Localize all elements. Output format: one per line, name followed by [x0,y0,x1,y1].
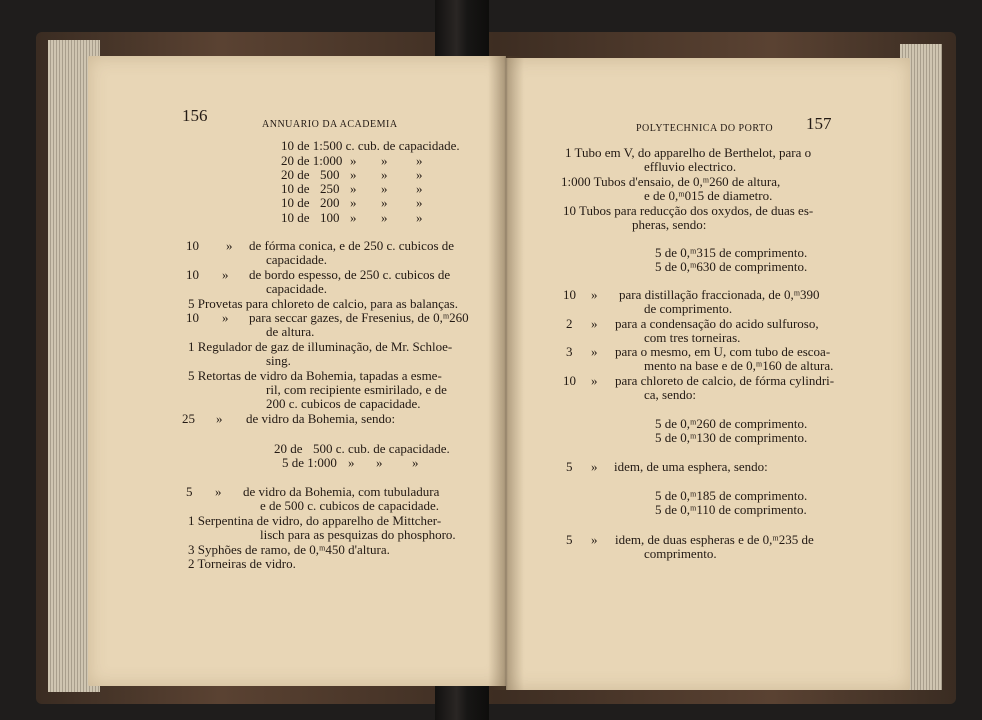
running-head-left: ANNUARIO DA ACADEMIA [262,119,398,130]
ditto-mark: » [350,153,357,168]
text-line: 25 [182,411,195,426]
ditto-mark: » [222,267,229,282]
text-line: para a condensação do acido sulfuroso, [615,316,819,331]
text-line: de altura. [266,324,315,339]
ditto-mark: » [416,167,423,182]
running-head-right: POLYTECHNICA DO PORTO [636,123,774,134]
ditto-mark: » [591,344,598,359]
ditto-mark: » [416,210,423,225]
text-line: 10 [186,310,199,325]
text-line: idem, de uma esphera, sendo: [614,459,768,474]
text-line: 1:000 Tubos d'ensaio, de 0,ᵐ260 de altura, [561,174,781,189]
text-line: 1 Tubo em V, do apparelho de Berthelot, para o [565,145,812,160]
ditto-mark: » [381,181,388,196]
text-line: 10 de [281,210,310,225]
ditto-mark: » [348,455,355,470]
text-line: de vidro da Bohemia, com tubuladura [243,484,440,499]
text-line: 10 [186,238,199,253]
text-line: capacidade. [266,281,327,296]
text-line: 10 de [281,181,310,196]
text-line: 20 de 1:000 [281,153,343,168]
text-line: 5 Provetas para chloreto de calcio, para as balanças. [188,296,458,311]
text-line: 500 [320,167,340,182]
text-line: de fórma conica, e de 250 c. cubicos de [249,238,455,253]
ditto-mark: » [416,195,423,210]
text-line: 10 de [281,195,310,210]
text-line: 2 [566,316,573,331]
text-line: 3 Syphões de ramo, de 0,ᵐ450 d'altura. [188,542,390,557]
book-gutter [488,56,524,690]
text-line: effluvio electrico. [644,159,737,174]
text-line: 5 Retortas de vidro da Bohemia, tapadas a esme- [188,368,442,383]
text-line: 5 de 0,ᵐ130 de comprimento. [655,430,808,445]
ditto-mark: » [222,310,229,325]
text-line: 5 de 0,ᵐ630 de comprimento. [655,259,808,274]
ditto-mark: » [381,153,388,168]
ditto-mark: » [381,167,388,182]
text-line: 250 [320,181,340,196]
text-line: 10 [563,373,576,388]
ditto-mark: » [381,195,388,210]
text-line: 10 [563,287,576,302]
text-line: 10 Tubos para reducção dos oxydos, de duas es- [563,203,814,218]
text-line: mento na base e de 0,ᵐ160 de altura. [644,358,834,373]
text-line: 5 [186,484,193,499]
text-line: pheras, sendo: [632,217,707,232]
text-line: 5 [566,459,573,474]
ditto-mark: » [215,484,222,499]
ditto-mark: » [416,181,423,196]
text-line: e de 500 c. cubicos de capacidade. [260,498,440,513]
ditto-mark: » [350,181,357,196]
text-line: de bordo espesso, de 250 c. cubicos de [249,267,451,282]
text-line: ca, sendo: [644,387,696,402]
text-line: 200 c. cubicos de capacidade. [266,396,421,411]
text-line: de comprimento. [644,301,733,316]
text-line: 5 de 1:000 [282,455,337,470]
ditto-mark: » [350,210,357,225]
page-number-left: 156 [182,106,208,125]
text-line: de vidro da Bohemia, sendo: [246,411,396,426]
ditto-mark: » [376,455,383,470]
text-line: 20 de [281,167,310,182]
text-line: 100 [320,210,340,225]
text-line: com tres torneiras. [644,330,741,345]
text-line: 20 de [274,441,303,456]
text-line: ril, com recipiente esmirilado, e de [266,382,447,397]
text-line: para distillação fraccionada, de 0,ᵐ390 [619,287,820,302]
text-line: 1 Serpentina de vidro, do apparelho de Mittcher- [188,513,442,528]
ditto-mark: » [591,532,598,547]
text-line: lisch para as pesquizas do phosphoro. [260,527,456,542]
text-line: sing. [266,353,291,368]
ditto-mark: » [591,373,598,388]
text-line: para o mesmo, em U, com tubo de escoa- [615,344,831,359]
ditto-mark: » [216,411,223,426]
text-line: 2 Torneiras de vidro. [188,556,296,571]
ditto-mark: » [350,195,357,210]
text-line: 5 de 0,ᵐ110 de comprimento. [655,502,807,517]
text-line: 5 de 0,ᵐ185 de comprimento. [655,488,808,503]
text-line: capacidade. [266,252,327,267]
text-line: comprimento. [644,546,717,561]
text-line: e de 0,ᵐ015 de diametro. [644,188,773,203]
text-line: para seccar gazes, de Fresenius, de 0,ᵐ260 [249,310,469,325]
text-line: 10 de 1:500 c. cub. de capacidade. [281,138,460,153]
text-line: 10 [186,267,199,282]
page-number-right: 157 [806,114,832,133]
text-line: 200 [320,195,340,210]
text-line: 5 de 0,ᵐ315 de comprimento. [655,245,808,260]
ditto-mark: » [591,287,598,302]
ditto-mark: » [350,167,357,182]
ditto-mark: » [591,459,598,474]
text-line: 1 Regulador de gaz de illuminação, de Mr. Schloe- [188,339,453,354]
ditto-mark: » [591,316,598,331]
ditto-mark: » [381,210,388,225]
text-line: idem, de duas espheras e de 0,ᵐ235 de [615,532,814,547]
text-line: 500 c. cub. de capacidade. [313,441,450,456]
ditto-mark: » [226,238,233,253]
text-line: para chloreto de calcio, de fórma cylindri- [615,373,835,388]
ditto-mark: » [412,455,419,470]
text-line: 5 de 0,ᵐ260 de comprimento. [655,416,808,431]
ditto-mark: » [416,153,423,168]
text-line: 5 [566,532,573,547]
text-line: 3 [566,344,573,359]
